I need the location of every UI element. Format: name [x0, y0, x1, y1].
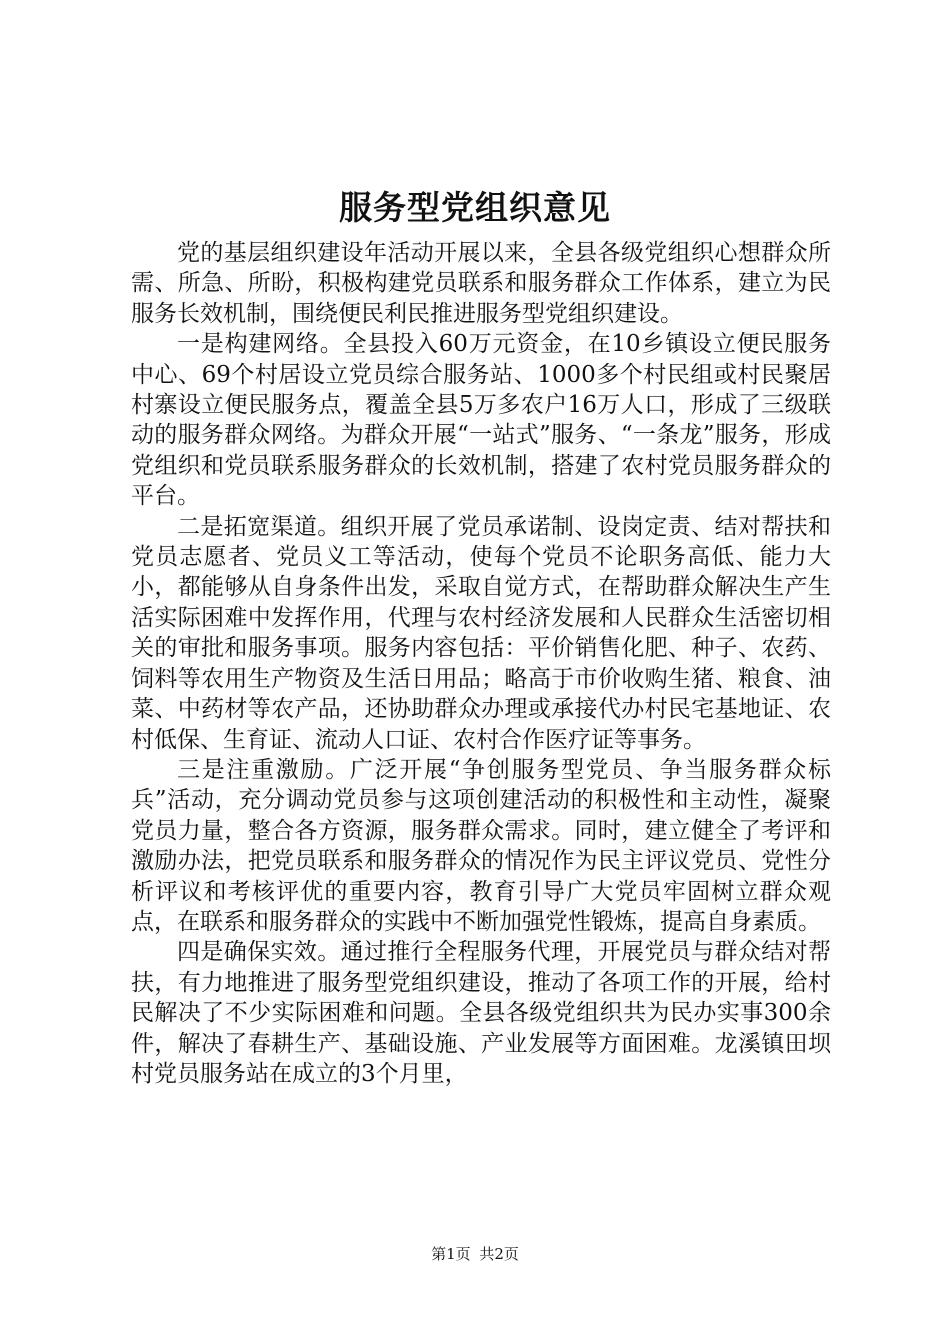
paragraph-incentives: 三是注重激励。广泛开展“争创服务型党员、争当服务群众标兵”活动，充分调动党员参与这项创建活动的积极性和主动性，凝聚党员力量，整合各方资源，服务群众需求。同时，建立健全了考评和激励办法，把党员联系和服务群众的情况作为民主评议党员、党性分析评议和考核评优的重要内容，教育引导广大党员牢固树立群众观点，在联系和服务群众的实践中不断加强党性锻炼，提高自身素质。 — [131, 756, 831, 935]
page-footer — [0, 1244, 950, 1264]
paragraph-channels: 二是拓宽渠道。组织开展了党员承诺制、设岗定责、结对帮扶和党员志愿者、党员义工等活动，使每个党员不论职务高低、能力大小，都能够从自身条件出发，采取自觉方式，在帮助群众解决生产生活实际困难中发挥作用，代理与农村经济发展和人民群众生活密切相关的审批和服务事项。服务内容包括：平价销售化肥、种子、农药、饲料等农用生产物资及生活日用品；略高于市价收购生猪、粮食、油菜、中药材等农产品，还协助群众办理或承接代办村民宅基地证、农村低保、生育证、流动人口证、农村合作医疗证等事务。 — [131, 513, 831, 753]
paragraph-intro: 党的基层组织建设年活动开展以来，全县各级党组织心想群众所需、所急、所盼，积极构建党员联系和服务群众工作体系，建立为民服务长效机制，围绕便民利民推进服务型党组织建设。 — [131, 240, 831, 327]
document-title: 服务型党组织意见 — [339, 188, 611, 227]
document-body — [131, 238, 831, 1089]
page-number: 第1页 — [431, 1245, 471, 1263]
page-total: 共2页 — [479, 1245, 519, 1263]
paragraph-results: 四是确保实效。通过推行全程服务代理，开展党员与群众结对帮扶，有力地推进了服务型党组织建设，推动了各项工作的开展，给村民解决了不少实际困难和问题。全县各级党组织共为民办实事300余件，解决了春耕生产、基础设施、产业发展等方面困难。龙溪镇田坝村党员服务站在成立的3个月里， — [131, 939, 831, 1087]
paragraph-network: 一是构建网络。全县投入60万元资金，在10乡镇设立便民服务中心、69个村居设立党员综合服务站、1000多个村民组或村民聚居村寨设立便民服务点，覆盖全县5万多农户16万人口，形成了三级联动的服务群众网络。为群众开展“一站式”服务、“一条龙”服务，形成党组织和党员联系服务群众的长效机制，搭建了农村党员服务群众的平台。 — [131, 331, 831, 510]
